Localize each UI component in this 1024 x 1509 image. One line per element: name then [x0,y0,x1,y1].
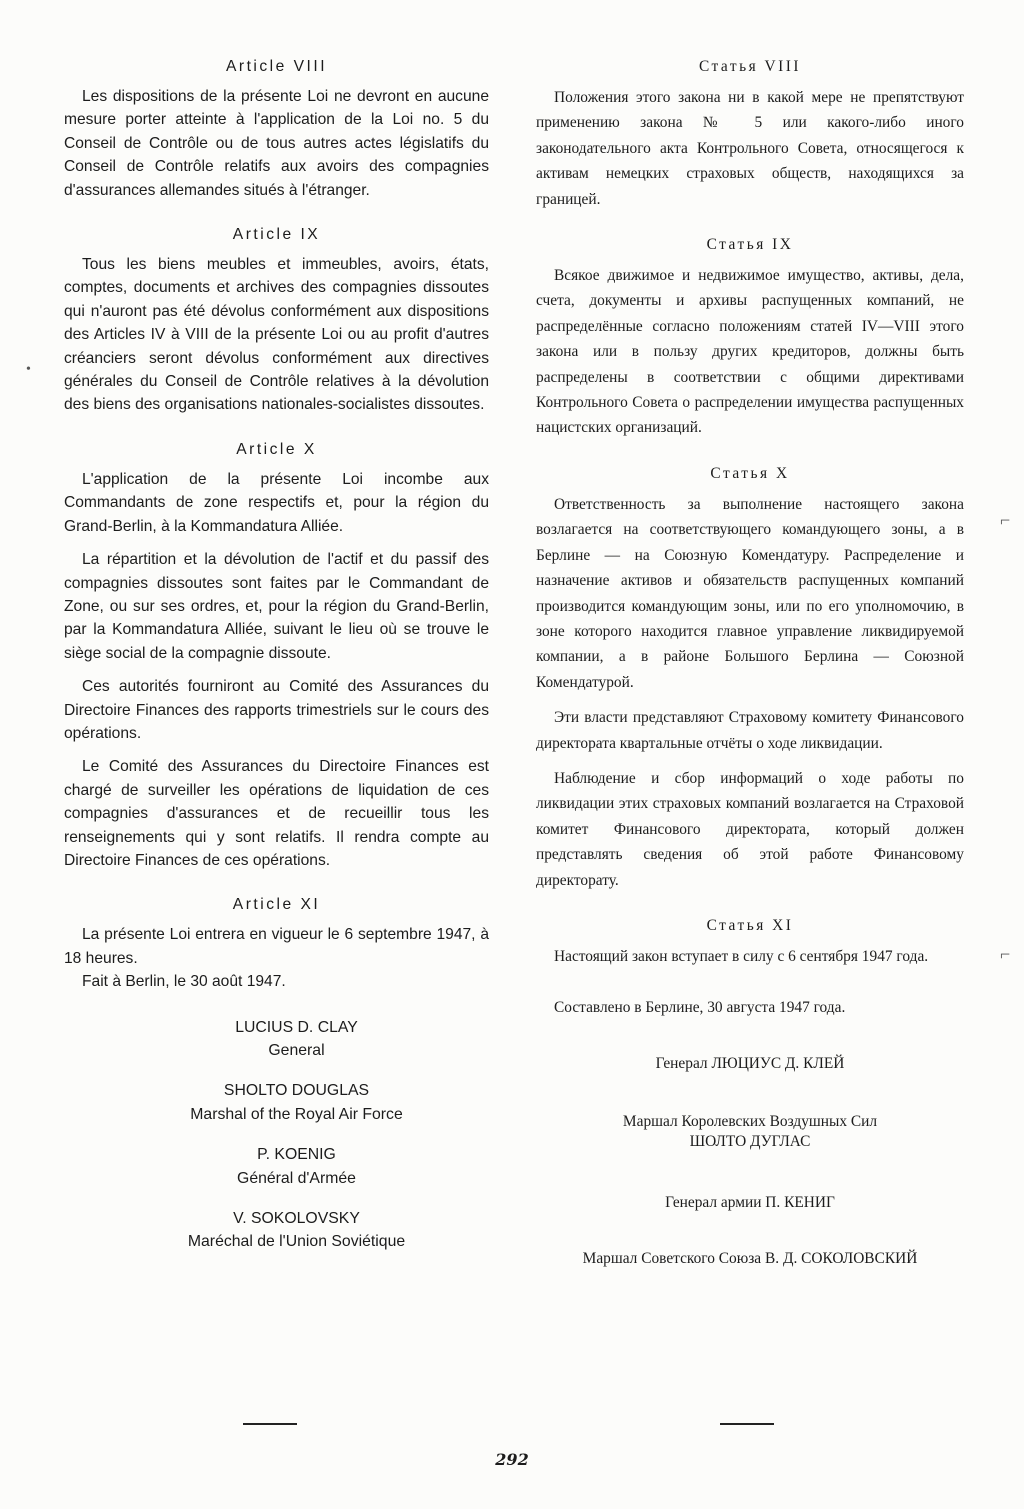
signatory-name: SHOLTO DOUGLAS [223,1082,370,1100]
article-10-para-4-fr: Le Comité des Assurances du Directoire Finances est chargé de surveiller les opérations de liquidation de ces compagnies d'assurances et de recueillir tous les renseignements qui y sont relatifs. Il rendra compte au Directoire Finances de ces opérations. [64,758,489,869]
signatory-ru-clay: Генерал ЛЮЦИУС Д. КЛЕЙ [655,1054,845,1072]
article-11-heading-fr: Article XI [232,896,321,914]
signatory-ru-sokolovsky: Маршал Советского Союза В. Д. СОКОЛОВСКИЙ [582,1249,918,1267]
article-9-text-fr: Tous les biens meubles et immeubles, avoirs, états, comptes, documents et archives des compagnies dissoutes qui n'auront pas été dévolus conformément aux dispositions des Articles IV à VIII de la présente Loi ou au profit d'autres créanciers seront dévolus conformément aux directives générales du Conseil de Contrôle relatives à la dévolution des biens des organisations nationales-socialistes dissoutes. [64,256,489,414]
article-10-para-1-ru: Ответственность за выполнение настоящего закона возлагается на соответствующего командующего зоны, а в Берлине — на Союзную Комендатуру. Распределение и назначение активов и обязательств распущенных компаний производится командующим зоны, или по его уполномочию, в зоне которого находится главное управление ликвидируемой компании, а в районе Большого Берлина — Союзной Комендатурой. [536,495,964,691]
signatory-name: P. KOENIG [257,1146,336,1164]
signatory-title: General [268,1042,325,1059]
signatory-ru-douglas-title: Маршал Королевских Воздушных Сил [622,1113,878,1131]
article-10-heading-ru: Статья X [710,464,790,482]
signatory-title: Général d'Armée [237,1169,356,1187]
french-column [64,48,489,1254]
scan-mark: ⌐ [1000,944,1011,964]
russian-column [536,48,964,1271]
article-10-para-2-fr: La répartition et la dévolution de l'actif et du passif des compagnies dissoutes sont faites par le Commandant de Zone, ou sur ses ordres, et, pour la région du Grand-Berlin, par la Kommandatura Alliée, suivant le lieu où se trouve le siège social de la compagnie dissoute. [64,551,489,662]
signatory-title: Marshal of the Royal Air Force [190,1105,403,1123]
article-8-text-ru: Положения этого закона ни в какой мере не препятствуют применению закона № 5 или какого-либо иного законодательного акта Контрольного Совета, относящегося к активам немецких страховых обществ, находящихся за границей. [536,89,964,208]
article-10-para-3-ru: Наблюдение и сбор информаций о ходе работы по ликвидации этих страховых компаний возлагается на Страховой комитет Финансового директората, который должен представлять сведения об этой работе Финансовому директорату. [536,769,964,889]
closing-date-fr: Fait à Berlin, le 30 août 1947. [82,973,286,991]
article-9-text-ru: Всякое движимое и недвижимое имущество, активы, дела, счета, документы и архивы распущенных компаний, не распределённые согласно положениям статей IV—VIII этого закона или в пользу других кредиторов, должны быть распределены в соответствии с общими директивами Контрольного Совета о распределении имущества распущенных нацистских организаций. [536,267,964,437]
article-9-heading-ru: Статья IX [706,236,794,254]
signatory-ru-koenig: Генерал армии П. КЕНИГ [665,1194,835,1212]
article-11-heading-ru: Статья XI [706,916,794,934]
closing-rule-left [243,1423,297,1425]
article-10-para-2-ru: Эти власти представляют Страховому комитету Финансового директората квартальные отчёты о ходе ликвидации. [536,709,964,752]
scan-mark: ⌐ [1000,510,1011,530]
article-10-heading-fr: Article X [236,440,317,458]
closing-date-ru: Составлено в Берлине, 30 августа 1947 года. [554,999,846,1017]
signatory-title: Maréchal de l'Union Soviétique [187,1233,406,1251]
article-10-para-1-fr: L'application de la présente Loi incombe aux Commandants de zone respectifs et, pour la région du Grand-Berlin, à la Kommandatura Alliée. [64,470,489,535]
article-11-text-ru: Настоящий закон вступает в силу с 6 сентября 1947 года. [554,947,929,965]
article-8-heading-fr: Article VIII [225,58,328,75]
scan-mark: • [26,362,31,377]
article-8-heading-ru: Статья VIII [698,58,802,75]
signatory-name: LUCIUS D. CLAY [235,1018,358,1036]
page-number: 292 [495,1450,529,1469]
article-8-text-fr: Les dispositions de la présente Loi ne devront en aucune mesure porter atteinte à l'application de la Loi no. 5 du Conseil de Contrôle ou de tous autres actes législatifs du Conseil de Contrôle relatifs aux avoirs des compagnies d'assurances allemandes situés à l'étranger. [64,88,489,199]
article-9-heading-fr: Article IX [232,226,321,244]
signatory-ru-douglas-name: ШОЛТО ДУГЛАС [689,1133,811,1151]
article-10-para-3-fr: Ces autorités fourniront au Comité des Assurances du Directoire Finances des rapports trimestriels sur le cours des opérations. [64,678,489,742]
signature-block-ru [536,1021,964,1271]
signatory-name: V. SOKOLOVSKY [233,1210,360,1228]
signature-block-fr [104,1016,489,1254]
closing-rule-right [720,1423,774,1425]
article-11-text-fr: La présente Loi entrera en vigueur le 6 septembre 1947, à 18 heures. [64,926,489,967]
